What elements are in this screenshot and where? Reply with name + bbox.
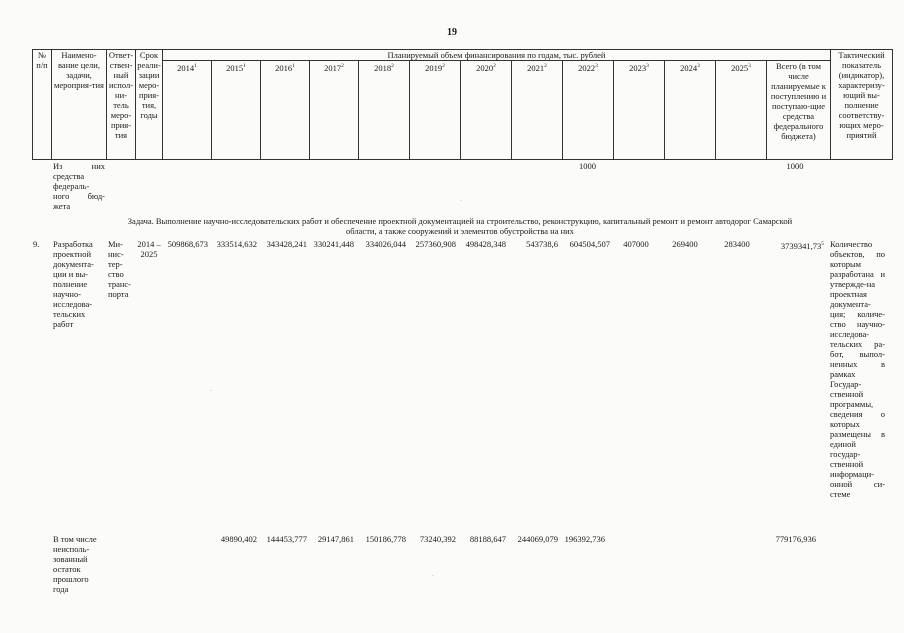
row9-value: 334026,044 [365, 239, 406, 249]
row9-value: 257360,908 [415, 239, 456, 249]
year-header: 2021$^2$ [512, 61, 563, 160]
residual-value: 29147,861 [317, 534, 354, 544]
row9-term: 2014 – 2025 [137, 239, 161, 259]
residual-value: 144453,777 [266, 534, 307, 544]
scan-speck: . [210, 385, 212, 393]
scan-speck: . [432, 570, 434, 578]
year-header: 2017$^2$ [310, 61, 359, 160]
year-header: 2016$^1$ [261, 61, 310, 160]
table-header [32, 49, 893, 160]
year-header: 2015$^1$ [212, 61, 261, 160]
row9-num: 9. [33, 239, 40, 249]
row9-value: 283400 [724, 239, 750, 249]
year-header: 2023$^3$ [614, 61, 665, 160]
header-num: № п/п [33, 50, 52, 160]
header-term: Срок реали-зации меро-прия-тия, годы [136, 50, 163, 160]
row9-value: 498428,348 [465, 239, 506, 249]
residual-total: 779176,936 [775, 534, 816, 544]
row9-value: 509868,673 [167, 239, 208, 249]
federal-row-name: Из них средства федераль-ного бюд-жета [53, 161, 105, 211]
header-total: Всего (в том числе планируемые к поступлению и поступаю-щие средства федерального бюджета) [767, 61, 831, 160]
scan-speck: . [460, 195, 462, 203]
residual-value: 244069,079 [517, 534, 558, 544]
year-header: 2024$^3$ [665, 61, 716, 160]
row9-value: 330241,448 [313, 239, 354, 249]
header-financing: Планируемый объем финансирования по годам, тыс. рублей [163, 50, 831, 61]
row9-value: 543738,6 [526, 239, 558, 249]
header-name: Наимено-вание цели, задачи, мероприя-тия [52, 50, 107, 160]
row9-value: 604504,507 [569, 239, 610, 249]
year-header: 2020$^2$ [461, 61, 512, 160]
row9-indicator: Количество объектов, по которым разработана и утвержде-на проектная документа-ция; количе-ство научно-исследова-тельских ра-бот, выпол-ненных в рамках Государ-ственной программы, сведения о которых размещены в единой государ-ственной информаци-онной си-стеме [830, 239, 885, 499]
row9-name: Разработка проектной документа-ции и вы-полнение научно-исследова-тельских работ [53, 239, 94, 329]
task-heading: Задача. Выполнение научно-исследовательских работ и обеспечение проектной документацией на строительство, реконструкцию, капитальный ремонт и ремонт автодорог Самарской области, а также сооружений и элементов обустройства на них [127, 216, 793, 236]
residual-value: 150186,778 [365, 534, 406, 544]
residual-value: 49890,402 [220, 534, 257, 544]
residual-value: 73240,392 [419, 534, 456, 544]
year-header: 2022$^3$ [563, 61, 614, 160]
row9-value: 343428,241 [266, 239, 307, 249]
residual-value: 196392,736 [564, 534, 605, 544]
row9-value: 269400 [672, 239, 698, 249]
year-header: 2018$^2$ [359, 61, 410, 160]
row9-value: 407000 [623, 239, 649, 249]
header-indicator: Тактический показатель (индикатор), характеризу-ющий вы-полнение соответству-ющих меро-приятий [831, 50, 893, 160]
page-number: 19 [447, 27, 457, 38]
federal-row-2022: 1000 [579, 161, 596, 171]
year-header: 2014$^1$ [163, 61, 212, 160]
year-header: 2025$^3$ [716, 61, 767, 160]
federal-row-total: 1000 [786, 161, 804, 171]
residual-row-name: В том числе неисполь-зованный остаток прошлого года [53, 534, 97, 594]
year-header: 2019$^2$ [410, 61, 461, 160]
row9-responsible: Ми-нис-тер-ство транс-порта [108, 239, 131, 299]
residual-value: 88188,647 [469, 534, 506, 544]
row9-total: 3739341,73$^5$ [780, 240, 824, 251]
row9-value: 333514,632 [216, 239, 257, 249]
header-responsible: Ответ-ствен-ный испол-ни-тель меро-прия-тия [107, 50, 136, 160]
